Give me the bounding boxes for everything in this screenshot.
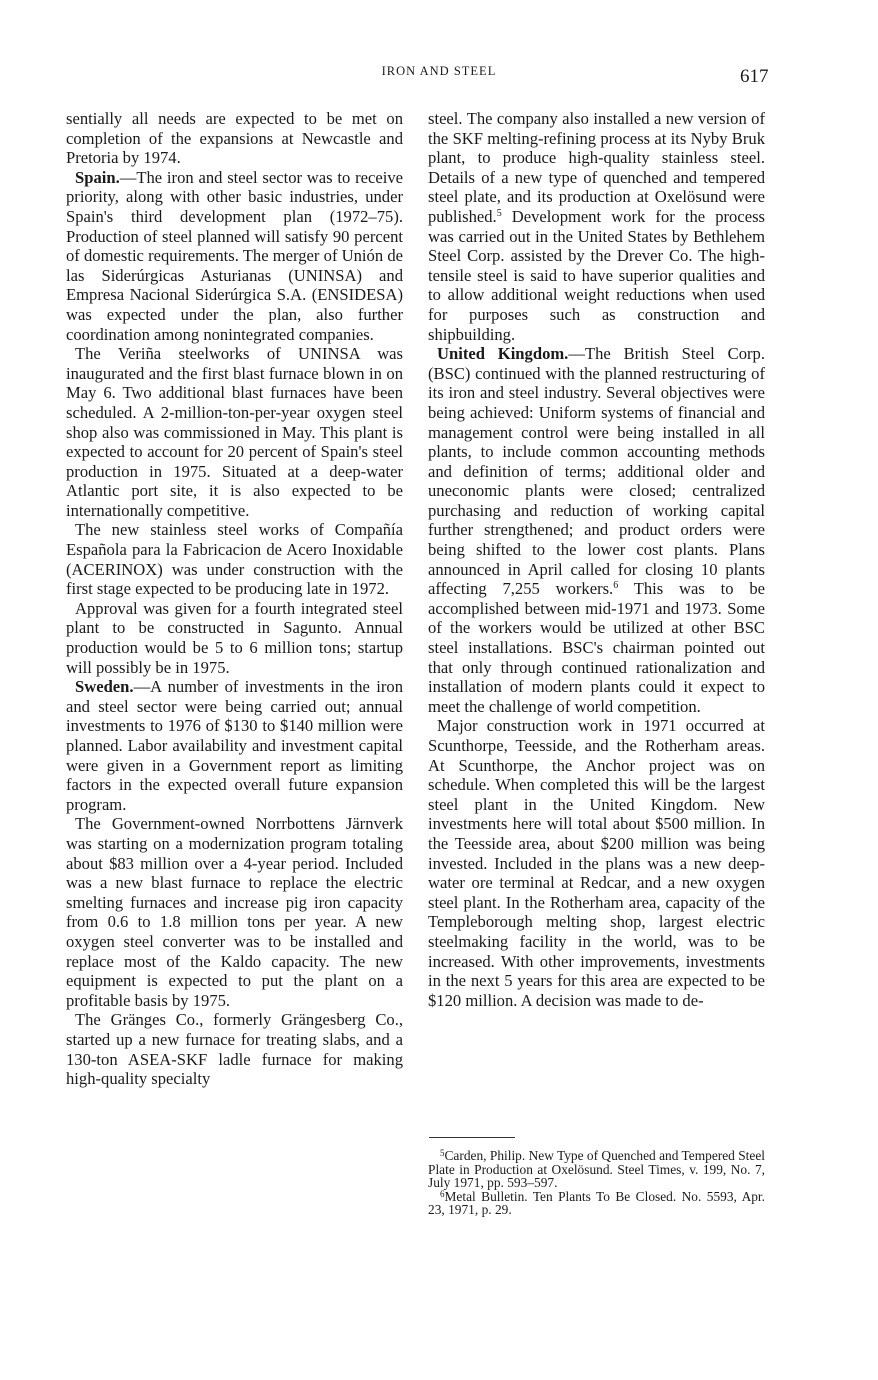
paragraph-spain: [66, 168, 403, 344]
footnote-ref-6: 6: [613, 580, 619, 592]
paragraph-norrbottens: The Government-owned Norrbottens Järnverk was starting on a modernization program totaling about $83 million over a 4-year period. Included was a new blast furnace to replace the electric smelting furnaces and increase pig iron capacity from 0.6 to 1.8 million tons per year. A new oxygen steel converter was to be installed and replace most of the Kaldo capacity. The new equipment is expected to put the plant on a profitable basis by 1975.: [66, 814, 403, 1010]
footnote-text: Metal Bulletin. Ten Plants To Be Closed. No. 5593, Apr. 23, 1971, p. 29.: [428, 1188, 765, 1218]
page-number: 617: [740, 66, 769, 87]
paragraph-granges: The Gränges Co., formerly Grängesberg Co., started up a new furnace for treating slabs, and a 130-ton ASEA-SKF ladle furnace for making high-quality specialty: [66, 1010, 403, 1089]
footnotes: [428, 1149, 765, 1217]
uk-text-a: —The British Steel Corp. (BSC) continued with the planned restructuring of its iron and steel industry. Several objectives were being achieved: Uniform systems of financial and management control were being installed in all plants, to include common accounting methods and definition of terms; additional older and uneconomic plants were closed; centralized purchasing and reduction of working capital further strengthened; and product orders were being shifted to the lower cost plants. Plans announced in April called for closing 10 plants affecting 7,255 workers.: [428, 344, 765, 599]
paragraph-construction: Major construction work in 1971 occurred at Scunthorpe, Teesside, and the Rotherham areas. At Scunthorpe, the Anchor project was on schedule. When completed this will be the largest steel plant in the United Kingdom. New investments here will total about $500 million. In the Teesside area, about $200 million was being invested. Included in the plans was a new deep-water ore terminal at Redcar, and a new oxygen steel plant. In the Rotherham area, capacity of the Templeborough melting shop, largest electric steelmaking facility in the world, was to be increased. With other improvements, investments in the next 5 years for this area are expected to be $120 million. A decision was made to de-: [428, 716, 765, 1010]
paragraph-continued-steel: [428, 109, 765, 344]
sweden-heading: Sweden.: [75, 677, 134, 697]
running-head: IRON AND STEEL: [381, 64, 497, 78]
footnote-ref-5: 5: [496, 207, 502, 219]
footnote-number: 5: [440, 1148, 445, 1158]
footnote: [428, 1190, 765, 1217]
spain-heading: Spain.: [75, 167, 120, 187]
steel-text-b: Development work for the process was carried out in the United States by Bethlehem Steel Corp. assisted by the Drever Co. The high-tensile steel is said to have superior qualities and to allow additional weight reductions when used for purposes such as construction and shipbuilding.: [428, 206, 765, 344]
footnote-divider: [429, 1137, 515, 1138]
footnote-number: 6: [440, 1188, 445, 1199]
uk-text-b: This was to be accomplished between mid-1971 and 1973. Some of the workers would be utilized at other BSC steel installations. BSC's chairman pointed out that only through continued rationalization and installation of modern plants could it expect to meet the challenge of world competition.: [428, 579, 765, 716]
uk-heading: United Kingdom.: [437, 344, 569, 364]
paragraph-continued: sentially all needs are expected to be met on completion of the expansions at Newcastle and Pretoria by 1974.: [66, 109, 403, 168]
paragraph-verina: The Veriña steelworks of UNINSA was inaugurated and the first blast furnace blown in on May 6. Two additional blast furnaces have been scheduled. A 2-million-ton-per-year oxygen steel shop also was commissioned in May. This plant is expected to account for 20 percent of Spain's steel production in 1975. Situated at a deep-water Atlantic port site, it is also expected to be internationally competitive.: [66, 344, 403, 520]
steel-text-a: steel. The company also installed a new version of the SKF melting-refining process at its Nyby Bruk plant, to produce high-quality stainless steel. Details of a new type of quenched and tempered steel plate, and its production at Oxelösund were published.: [428, 109, 765, 226]
spain-text: —The iron and steel sector was to receive priority, along with other basic industries, under Spain's third development plan (1972–75). Production of steel planned will satisfy 90 percent of domestic requirements. The merger of Unión de las Siderúrgicas Asturianas (UNINSA) and Empresa Nacional Siderúrgica S.A. (ENSIDESA) was expected under the plan, also further coordination among nonintegrated companies.: [66, 167, 403, 344]
paragraph-sagunto: Approval was given for a fourth integrated steel plant to be constructed in Sagunto. Annual production would be 5 to 6 million tons; startup will possibly be in 1975.: [66, 598, 403, 677]
right-column: [428, 109, 765, 1010]
footnote-text: Carden, Philip. New Type of Quenched and Tempered Steel Plate in Production at Oxelösund. Steel Times, v. 199, No. 7, July 1971, pp. 593–597.: [428, 1148, 765, 1191]
paragraph-acerinox: The new stainless steel works of Compañía Española para la Fabricacion de Acero Inoxidable (ACERINOX) was under construction with the first stage expected to be producing late in 1972.: [66, 520, 403, 599]
left-column: [66, 109, 403, 1089]
footnote: [428, 1149, 765, 1190]
paragraph-united-kingdom: [428, 344, 765, 716]
paragraph-sweden: [66, 677, 403, 814]
sweden-text: —A number of investments in the iron and steel sector were being carried out; annual investments to 1976 of $130 to $140 million were planned. Labor availability and investment capital were given in a Government report as limiting factors in the expected overall future expansion program.: [66, 677, 403, 814]
